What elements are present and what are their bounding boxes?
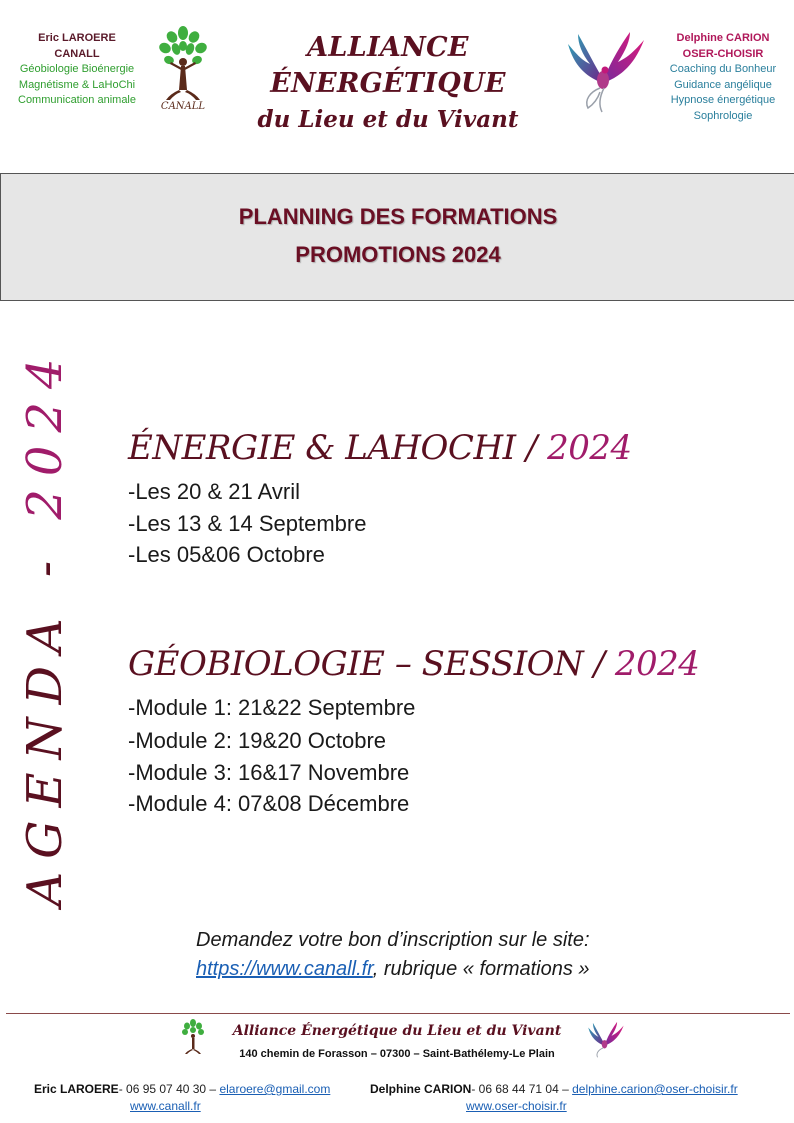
section-title-text: GÉOBIOLOGIE – SESSION / xyxy=(128,644,615,684)
right-org: OSER-CHOISIR xyxy=(682,47,764,60)
footer-contact-right xyxy=(370,1082,738,1096)
cta-rubrique: , rubrique « formations » xyxy=(372,958,590,980)
contact-phone: - 06 95 07 40 30 – xyxy=(118,1082,220,1096)
footer-divider xyxy=(6,1013,790,1014)
agenda-vertical-label xyxy=(10,344,80,907)
oser-choisir-website-link[interactable]: www.oser-choisir.fr xyxy=(466,1099,567,1113)
cta-link-line xyxy=(196,958,590,981)
agenda-separator: - xyxy=(17,519,73,605)
list-item: -Les 13 & 14 Septembre xyxy=(128,511,367,536)
header-right-contact xyxy=(652,31,794,124)
agenda-year: 2024 xyxy=(17,344,73,520)
canall-small-logo-icon xyxy=(181,1019,205,1057)
banner-line2: PROMOTIONS 2024 xyxy=(295,242,501,267)
contact-email-link[interactable]: elaroere@gmail.com xyxy=(219,1082,331,1096)
agenda-vertical-text xyxy=(17,345,73,906)
title-line1: ALLIANCE ÉNERGÉTIQUE xyxy=(270,32,506,99)
phoenix-logo-icon xyxy=(560,30,648,116)
section-energie-title xyxy=(128,428,632,468)
footer-address: 140 chemin de Forasson – 07300 – Saint-Bathélemy-Le Plain xyxy=(239,1048,555,1060)
title-line2: du Lieu et du Vivant xyxy=(257,106,519,133)
right-service: Guidance angélique xyxy=(674,78,772,91)
phoenix-small-logo-icon xyxy=(584,1021,626,1061)
section-title-text: ÉNERGIE & LAHOCHI / xyxy=(128,428,548,468)
right-service: Coaching du Bonheur xyxy=(669,63,777,75)
left-service: Géobiologie Bioénergie xyxy=(19,63,135,75)
contact-name: Delphine CARION xyxy=(370,1082,472,1096)
header-left-contact xyxy=(6,31,148,109)
list-item: -Module 1: 21&22 Septembre xyxy=(128,695,416,720)
contact-phone: - 06 68 44 71 04 – xyxy=(471,1082,573,1096)
list-item: -Module 4: 07&08 Décembre xyxy=(128,791,410,816)
section-title-year: 2024 xyxy=(547,428,632,468)
left-org: CANALL xyxy=(54,47,100,60)
cta-text: Demandez votre bon d’inscription sur le site: xyxy=(196,929,590,951)
right-name: Delphine CARION xyxy=(676,32,770,44)
list-item: -Les 20 & 21 Avril xyxy=(128,479,301,504)
header-title xyxy=(214,30,562,137)
list-item: -Les 05&06 Octobre xyxy=(128,542,325,567)
canall-site-link[interactable]: https://www.canall.fr xyxy=(196,958,373,980)
left-service: Magnétisme & LaHoChi xyxy=(18,78,136,91)
section-title-year: 2024 xyxy=(614,644,700,684)
agenda-word: AGENDA xyxy=(17,604,73,907)
canall-logo-text: CANALL xyxy=(160,101,206,112)
planning-banner xyxy=(0,173,794,301)
contact-name: Eric LAROERE xyxy=(34,1082,119,1096)
right-service: Sophrologie xyxy=(693,109,753,122)
footer-title: Alliance Énergétique du Lieu et du Vivant xyxy=(232,1023,562,1039)
left-name: Eric LAROERE xyxy=(38,32,116,44)
list-item: -Module 2: 19&20 Octobre xyxy=(128,728,387,753)
canall-website-link[interactable]: www.canall.fr xyxy=(130,1099,201,1113)
section-geobiologie-title xyxy=(128,644,699,684)
banner-line1: PLANNING DES FORMATIONS xyxy=(238,204,558,229)
canall-tree-logo-icon xyxy=(156,24,210,112)
footer-site-left xyxy=(130,1099,201,1113)
contact-email-link[interactable]: delphine.carion@oser-choisir.fr xyxy=(572,1082,738,1096)
footer-contact-left xyxy=(34,1082,330,1096)
list-item: -Module 3: 16&17 Novembre xyxy=(128,760,410,785)
left-service: Communication animale xyxy=(18,94,136,106)
right-service: Hypnose énergétique xyxy=(670,94,776,106)
footer-site-right xyxy=(466,1099,567,1113)
